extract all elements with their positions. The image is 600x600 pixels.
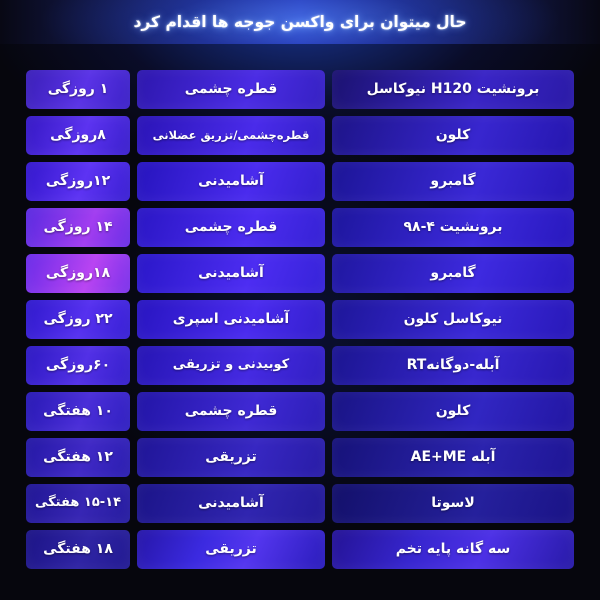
- age-label: ۸روزگی: [50, 126, 106, 143]
- cell-vaccine: [332, 438, 574, 477]
- cell-route: [137, 346, 325, 385]
- age-label: ۱۸روزگی: [45, 264, 111, 281]
- cell-vaccine: [332, 70, 574, 109]
- cell-vaccine: [332, 484, 574, 523]
- cell-age: [26, 530, 130, 569]
- route-label: آشامیدنی اسپری: [172, 310, 290, 327]
- cell-route: [137, 70, 325, 109]
- cell-vaccine: [332, 162, 574, 201]
- cell-route: [137, 162, 325, 201]
- route-label: قطره چشمی: [184, 402, 278, 419]
- age-label: ۲۲ روزگی: [43, 310, 113, 327]
- cell-vaccine: [332, 254, 574, 293]
- vaccine-label: گامبرو: [430, 172, 476, 189]
- age-label: ۱۸ هفتگی: [43, 540, 113, 557]
- cell-vaccine: [332, 392, 574, 431]
- route-label: آشامیدنی: [198, 264, 264, 281]
- age-label: ۱ روزگی: [47, 80, 109, 97]
- cell-age: [26, 208, 130, 247]
- table-row: [26, 346, 574, 385]
- cell-age: [26, 70, 130, 109]
- cell-route: [137, 530, 325, 569]
- route-label: کوبیدنی و تزریقی: [172, 357, 290, 373]
- poster-header: [0, 0, 600, 44]
- cell-vaccine: [332, 530, 574, 569]
- cell-age: [26, 162, 130, 201]
- cell-route: [137, 438, 325, 477]
- table-row: [26, 116, 574, 155]
- cell-route: [137, 116, 325, 155]
- vaccine-label: کلون: [435, 402, 471, 419]
- route-label: قطره‌چشمی/تزریق عضلانی: [152, 128, 310, 143]
- cell-age: [26, 116, 130, 155]
- age-label: ۱۲روزگی: [45, 172, 111, 189]
- cell-route: [137, 392, 325, 431]
- cell-vaccine: [332, 300, 574, 339]
- cell-age: [26, 392, 130, 431]
- age-label: ۱۰ هفتگی: [43, 402, 113, 419]
- table-row: [26, 300, 574, 339]
- cell-route: [137, 300, 325, 339]
- vaccine-label: لاسوتا: [431, 494, 475, 511]
- table-row: [26, 208, 574, 247]
- table-row: [26, 254, 574, 293]
- route-label: آشامیدنی: [198, 172, 264, 189]
- age-label: ۶۰روزگی: [45, 356, 111, 373]
- page-title: حال میتوان برای واکسن جوجه ها اقدام کرد: [133, 13, 467, 31]
- cell-age: [26, 438, 130, 477]
- cell-route: [137, 208, 325, 247]
- route-label: آشامیدنی: [198, 494, 264, 511]
- age-label: ۱۲ هفتگی: [43, 448, 113, 465]
- cell-age: [26, 300, 130, 339]
- table-row: [26, 438, 574, 477]
- table-row: [26, 70, 574, 109]
- cell-vaccine: [332, 346, 574, 385]
- cell-age: [26, 484, 130, 523]
- cell-route: [137, 254, 325, 293]
- age-label: ۱۴ روزگی: [43, 218, 113, 235]
- cell-vaccine: [332, 116, 574, 155]
- vaccine-label: آبله-دوگانهRT: [406, 356, 500, 373]
- vaccine-label: آبله AE+ME: [410, 448, 496, 465]
- route-label: تزریقی: [205, 448, 257, 465]
- age-label: ۱۵-۱۴ هفتگی: [34, 495, 122, 511]
- vaccine-label: برونشیت ۴-۹۸: [403, 218, 503, 235]
- table-row: [26, 484, 574, 523]
- route-label: قطره چشمی: [184, 218, 278, 235]
- table-row: [26, 162, 574, 201]
- vaccine-label: کلون: [435, 126, 471, 143]
- route-label: قطره چشمی: [184, 80, 278, 97]
- vaccine-label: نیوکاسل کلون: [403, 310, 503, 327]
- vaccine-label: سه گانه پایه تخم: [395, 540, 511, 557]
- table-row: [26, 392, 574, 431]
- cell-age: [26, 254, 130, 293]
- vaccine-label: برونشیت H120 نیوکاسل: [366, 80, 540, 97]
- cell-route: [137, 484, 325, 523]
- cell-vaccine: [332, 208, 574, 247]
- table-row: [26, 530, 574, 569]
- cell-age: [26, 346, 130, 385]
- vaccine-label: گامبرو: [430, 264, 476, 281]
- route-label: تزریقی: [205, 540, 257, 557]
- vaccination-schedule-table: [26, 70, 574, 569]
